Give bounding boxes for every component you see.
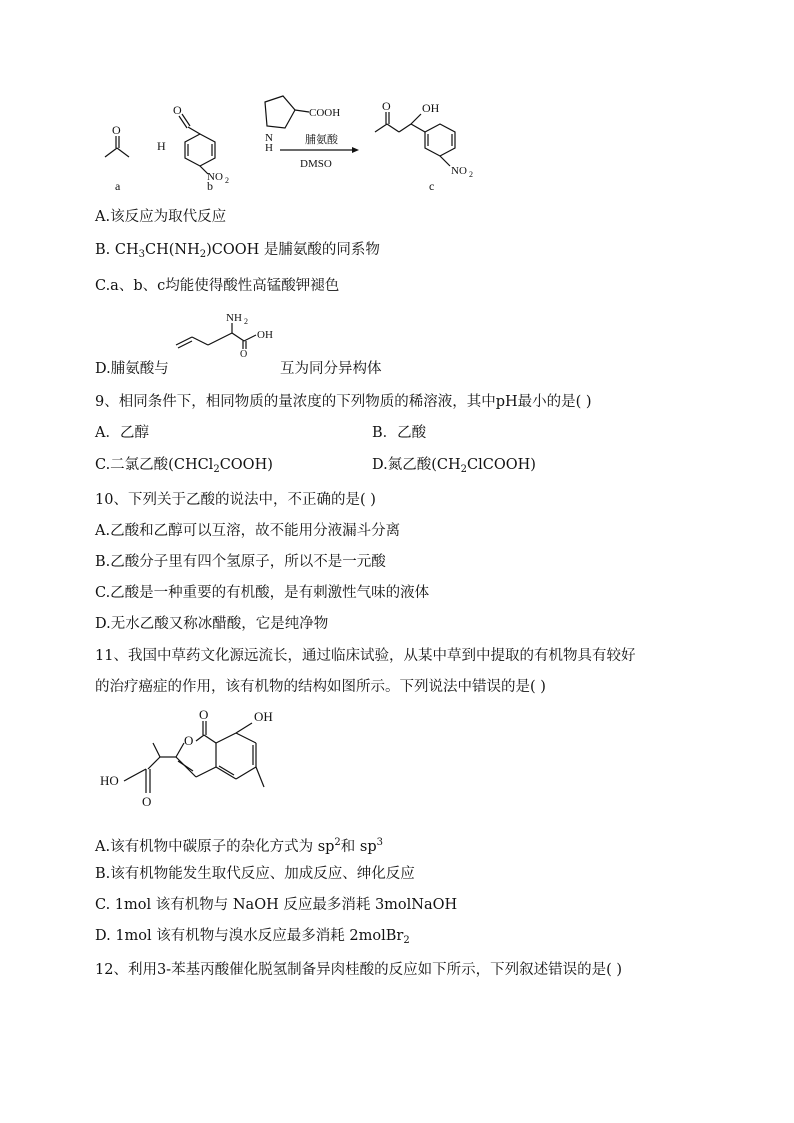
svg-text:N: N xyxy=(265,132,273,144)
q11-option-a: A.该有机物中碳原子的杂化方式为 $sp^2$和 $sp^3$ xyxy=(95,837,384,855)
isocoumarin-structure xyxy=(98,705,298,820)
q8-option-b: B. $CH_3CH(NH_2)COOH$ 是脯氨酸的同系物 xyxy=(95,242,380,260)
svg-text:NH: NH xyxy=(226,312,242,324)
svg-text:O: O xyxy=(184,733,194,748)
q11-option-d: D. 1mol 该有机物与溴水反应最多消耗 2molBr$_2$ xyxy=(95,928,410,946)
svg-text:2: 2 xyxy=(244,317,248,326)
label-a: a xyxy=(115,179,121,193)
svg-text:HO: HO xyxy=(100,773,119,788)
svg-text:OH: OH xyxy=(422,101,440,115)
q12-stem: 12、利用3-苯基丙酸催化脱氢制备异肉桂酸的反应如下所示，下列叙述错误的是( ) xyxy=(95,962,622,978)
svg-text:OH: OH xyxy=(257,329,273,341)
q9-option-b: B．乙酸 xyxy=(372,425,427,441)
compound-c-product xyxy=(375,99,473,179)
q11-stem-line1: 11、我国中草药文化源远流长，通过临床试验，从某中草到中提取的有机物具有较好 xyxy=(95,648,636,664)
svg-text:NO: NO xyxy=(451,165,467,177)
svg-text:NO: NO xyxy=(207,171,223,183)
q10-option-c: C.乙酸是一种重要的有机酸，是有刺激性气味的液体 xyxy=(95,585,430,601)
reaction-scheme xyxy=(95,92,555,197)
svg-text:O: O xyxy=(142,794,152,809)
svg-text:COOH: COOH xyxy=(309,107,341,119)
label-c: c xyxy=(429,179,435,193)
svg-text:O: O xyxy=(173,103,182,117)
q10-option-a: A.乙酸和乙醇可以互溶，故不能用分液漏斗分离 xyxy=(95,523,401,539)
amino-acid-isomer-structure xyxy=(172,305,292,357)
solvent-label: DMSO xyxy=(300,158,332,170)
q9-option-a: A．乙醇 xyxy=(95,425,149,441)
compound-b-nitrobenzaldehyde xyxy=(173,103,229,185)
q9-option-c: C.二氯乙酸(CHCl$_2$COOH) xyxy=(95,457,273,475)
svg-text:O: O xyxy=(240,349,248,357)
label-b: b xyxy=(207,179,213,193)
arrow-head xyxy=(352,147,359,153)
label-h: H xyxy=(157,139,166,153)
oxygen-label: O xyxy=(112,123,121,137)
svg-text:H: H xyxy=(265,142,273,154)
q11-stem-line2: 的治疗癌症的作用，该有机物的结构如图所示。下列说法中错误的是( ) xyxy=(95,679,546,695)
q10-option-b: B.乙酸分子里有四个氢原子，所以不是一元酸 xyxy=(95,554,386,570)
q9-stem: 9、相同条件下，相同物质的量浓度的下列物质的稀溶液，其中pH最小的是( ) xyxy=(95,394,592,410)
q10-option-d: D.无水乙酸又称冰醋酸，它是纯净物 xyxy=(95,616,329,632)
q9-option-d: D.氮乙酸$(CH_2ClCOOH)$ xyxy=(372,457,536,475)
compound-a-acetone xyxy=(105,123,129,157)
svg-text:2: 2 xyxy=(469,170,473,179)
q10-stem: 10、下列关于乙酸的说法中，不正确的是( ) xyxy=(95,492,376,508)
catalyst-name: 脯氨酸 xyxy=(305,134,338,146)
svg-text:O: O xyxy=(382,99,391,113)
svg-text:2: 2 xyxy=(225,176,229,185)
q11-option-c: C. 1mol 该有机物与 NaOH 反应最多消耗 3molNaOH xyxy=(95,897,458,913)
svg-text:O: O xyxy=(199,707,209,722)
q8-option-a: A.该反应为取代反应 xyxy=(95,209,227,225)
q8-option-d-prefix: D.脯氨酸与 xyxy=(95,361,169,377)
q11-option-b: B.该有机物能发生取代反应、加成反应、绅化反应 xyxy=(95,866,415,882)
svg-text:OH: OH xyxy=(254,709,273,724)
q8-option-c: C.a、b、c均能使得酸性高锰酸钾褪色 xyxy=(95,278,340,294)
q8-option-d-suffix: 互为同分异构体 xyxy=(280,361,382,377)
